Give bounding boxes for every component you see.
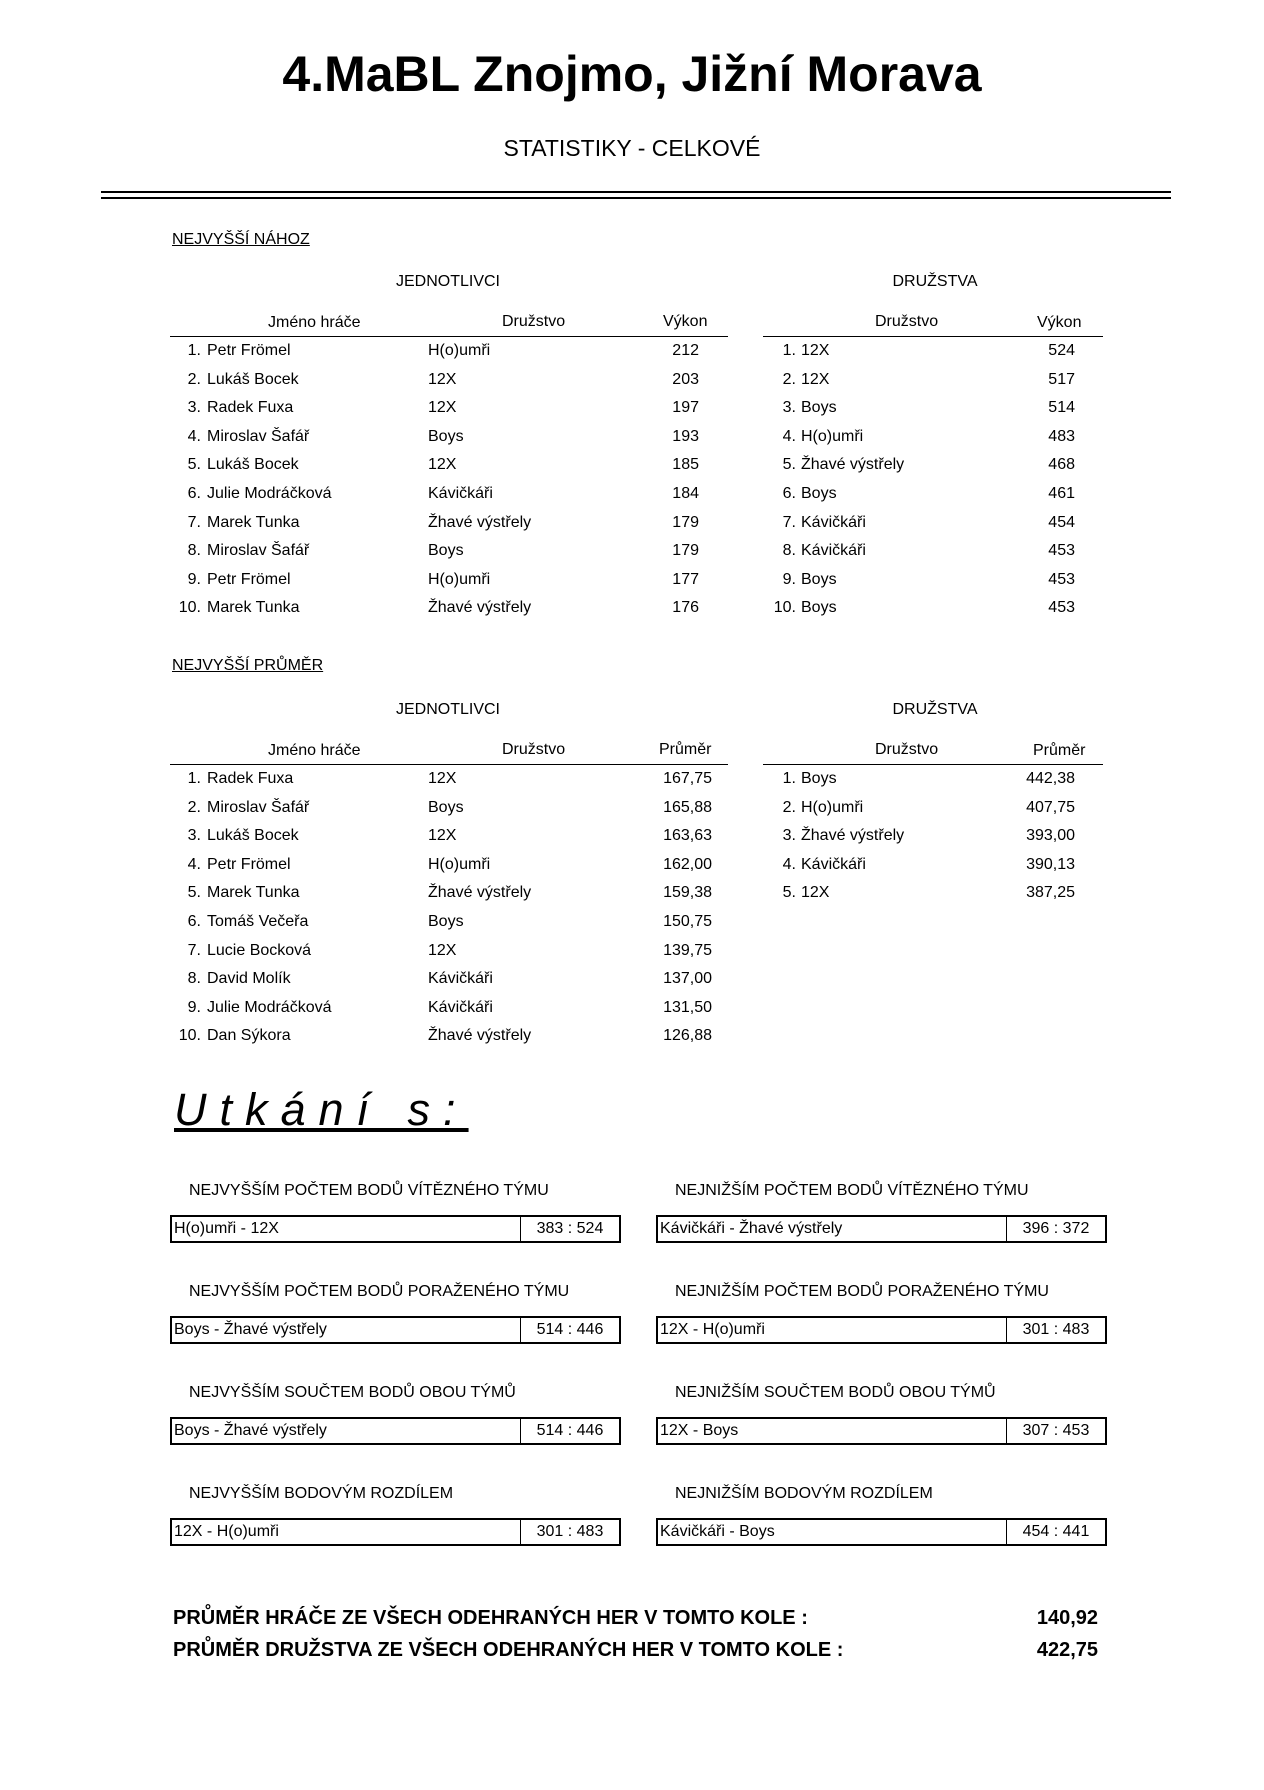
player-name: Marek Tunka: [207, 884, 300, 902]
team-average-value: 422,75: [1036, 1639, 1098, 1661]
record-teams: 12X - Boys: [660, 1422, 739, 1439]
row-value: 461: [1048, 485, 1075, 502]
record-box: [170, 1316, 621, 1344]
record-label: NEJVYŠŠÍM POČTEM BODŮ PORAŽENÉHO TÝMU: [189, 1283, 570, 1300]
record-box: [656, 1417, 1107, 1445]
row-rank: 1.: [187, 770, 201, 787]
row-rank: 6.: [187, 485, 201, 502]
row-value: 159,38: [663, 884, 712, 902]
team-name: Žhavé výstřely: [428, 599, 532, 617]
row-rank: 10.: [773, 599, 796, 617]
row-rank: 2.: [782, 798, 796, 816]
player-name: Lukáš Bocek: [207, 370, 299, 388]
team-name: 12X: [428, 827, 457, 845]
record-teams: 12X - H(o)umři: [174, 1523, 279, 1540]
record-label: NEJNIŽŠÍM POČTEM BODŮ PORAŽENÉHO TÝMU: [675, 1283, 1049, 1300]
table-row: [0, 594, 1264, 622]
row-value: 387,25: [1026, 884, 1075, 902]
team-name: Boys: [801, 399, 837, 417]
row-value: 165,88: [663, 798, 712, 816]
table-row: [0, 451, 1264, 479]
player-name: Lukáš Bocek: [207, 456, 299, 474]
team-name: Kávičkáři: [801, 542, 866, 560]
team-name: Boys: [428, 913, 464, 930]
record-score: 301 : 483: [520, 1520, 619, 1544]
team-name: Boys: [428, 798, 464, 816]
record-teams: Boys - Žhavé výstřely: [174, 1422, 327, 1439]
row-rank: 8.: [187, 970, 201, 988]
row-value: 524: [1048, 342, 1075, 359]
team-name: 12X: [801, 342, 830, 359]
player-name: Petr Frömel: [207, 855, 291, 873]
row-rank: 5.: [782, 884, 796, 902]
record-teams: H(o)umři - 12X: [174, 1220, 279, 1237]
player-name: Radek Fuxa: [207, 399, 294, 417]
table-row: [0, 337, 1264, 365]
table-row: [0, 480, 1264, 508]
column-header-value: Výkon: [1037, 314, 1082, 331]
row-value: 468: [1048, 456, 1075, 474]
page-subtitle: STATISTIKY - CELKOVÉ: [503, 135, 761, 161]
team-name: Boys: [428, 427, 464, 445]
title-rule-top: [101, 191, 1171, 193]
row-rank: 4.: [782, 855, 796, 873]
row-value: 131,50: [663, 998, 712, 1016]
row-rank: 9.: [187, 570, 201, 588]
table-row: [0, 1022, 1264, 1050]
player-name: Petr Frömel: [207, 570, 291, 588]
row-rank: 5.: [187, 884, 201, 902]
row-value: 193: [672, 427, 699, 445]
table-row: [0, 879, 1264, 907]
column-header-team: Družstvo: [875, 741, 939, 758]
team-name: 12X: [801, 884, 830, 902]
row-rank: 7.: [782, 513, 796, 531]
row-value: 203: [672, 370, 699, 388]
group-title-individuals: JEDNOTLIVCI: [395, 273, 500, 290]
row-rank: 4.: [187, 427, 201, 445]
player-average-label: PRŮMĚR HRÁČE ZE VŠECH ODEHRANÝCH HER V TOMTO KOLE :: [173, 1607, 808, 1629]
row-value: 177: [672, 570, 699, 588]
team-name: Kávičkáři: [428, 485, 493, 502]
row-rank: 8.: [187, 542, 201, 560]
row-rank: 9.: [187, 998, 201, 1016]
row-rank: 9.: [782, 570, 796, 588]
team-average-label: PRŮMĚR DRUŽSTVA ZE VŠECH ODEHRANÝCH HER V TOMTO KOLE :: [173, 1639, 844, 1661]
table-row: [0, 937, 1264, 965]
matches-title: Utkání s:: [174, 1084, 469, 1135]
column-header-team: Družstvo: [502, 313, 566, 330]
team-name: 12X: [428, 941, 457, 959]
row-rank: 4.: [782, 427, 796, 445]
team-name: H(o)umři: [428, 570, 491, 588]
row-rank: 5.: [782, 456, 796, 474]
record-teams: Kávičkáři - Žhavé výstřely: [660, 1220, 843, 1237]
record-score: 307 : 453: [1006, 1419, 1105, 1443]
row-rank: 10.: [178, 599, 201, 617]
row-rank: 2.: [782, 370, 796, 388]
row-value: 139,75: [663, 941, 712, 959]
row-value: 517: [1048, 370, 1075, 388]
player-average-value: 140,92: [1036, 1607, 1098, 1629]
record-score: 396 : 372: [1006, 1217, 1105, 1241]
player-name: Lucie Bocková: [207, 941, 312, 959]
column-header-value: Výkon: [663, 313, 708, 330]
group-title-teams: DRUŽSTVA: [892, 701, 978, 718]
team-name: 12X: [801, 370, 830, 388]
player-name: Julie Modráčková: [207, 998, 332, 1016]
player-name: David Molík: [207, 970, 291, 988]
table-row: [0, 537, 1264, 565]
table-row: [0, 566, 1264, 594]
player-name: Miroslav Šafář: [207, 542, 310, 560]
group-title-individuals: JEDNOTLIVCI: [395, 701, 500, 718]
record-score: 454 : 441: [1006, 1520, 1105, 1544]
row-rank: 4.: [187, 855, 201, 873]
team-name: 12X: [428, 456, 457, 474]
row-rank: 8.: [782, 542, 796, 560]
row-value: 179: [672, 542, 699, 560]
player-name: Julie Modráčková: [207, 485, 332, 502]
row-value: 179: [672, 513, 699, 531]
record-label: NEJNIŽŠÍM POČTEM BODŮ VÍTĚZNÉHO TÝMU: [675, 1182, 1029, 1199]
team-name: Žhavé výstřely: [428, 884, 532, 902]
team-name: Kávičkáři: [428, 970, 493, 988]
table-row: [0, 965, 1264, 993]
row-rank: 1.: [782, 342, 796, 359]
team-name: Žhavé výstřely: [801, 456, 905, 474]
record-score: 514 : 446: [520, 1318, 619, 1342]
player-name: Tomáš Večeřa: [207, 913, 309, 930]
column-header-team: Družstvo: [875, 313, 939, 330]
record-label: NEJNIŽŠÍM SOUČTEM BODŮ OBOU TÝMŮ: [675, 1384, 996, 1401]
table-row: [0, 851, 1264, 879]
row-value: 453: [1048, 599, 1075, 617]
player-name: Radek Fuxa: [207, 770, 294, 787]
player-name: Petr Frömel: [207, 342, 291, 359]
row-value: 137,00: [663, 970, 712, 988]
team-name: Boys: [801, 485, 837, 502]
player-name: Dan Sýkora: [207, 1027, 291, 1045]
row-value: 167,75: [663, 770, 712, 787]
section-title-highest-throw: NEJVYŠŠÍ NÁHOZ: [172, 231, 310, 248]
record-box: [656, 1518, 1107, 1546]
player-name: Marek Tunka: [207, 513, 300, 531]
column-header-team: Družstvo: [502, 741, 566, 758]
row-value: 393,00: [1026, 827, 1075, 845]
row-value: 184: [672, 485, 699, 502]
team-name: H(o)umři: [801, 427, 864, 445]
row-value: 453: [1048, 542, 1075, 560]
player-name: Miroslav Šafář: [207, 427, 310, 445]
record-label: NEJVYŠŠÍM BODOVÝM ROZDÍLEM: [189, 1485, 454, 1502]
page-title: 4.MaBL Znojmo, Jižní Morava: [282, 46, 982, 102]
team-name: Boys: [801, 570, 837, 588]
column-header-value: Průměr: [659, 741, 712, 758]
row-rank: 5.: [187, 456, 201, 474]
row-value: 150,75: [663, 913, 712, 930]
team-name: Kávičkáři: [801, 855, 866, 873]
record-box: [656, 1316, 1107, 1344]
team-name: Žhavé výstřely: [428, 1027, 532, 1045]
row-rank: 10.: [178, 1027, 201, 1045]
record-box: [170, 1518, 621, 1546]
row-value: 454: [1048, 513, 1075, 531]
record-score: 301 : 483: [1006, 1318, 1105, 1342]
record-box: [656, 1215, 1107, 1243]
team-name: Žhavé výstřely: [428, 513, 532, 531]
row-rank: 2.: [187, 370, 201, 388]
player-name: Marek Tunka: [207, 599, 300, 617]
player-name: Miroslav Šafář: [207, 798, 310, 816]
column-header-name: Jméno hráče: [268, 314, 361, 331]
team-name: Boys: [801, 770, 837, 787]
row-value: 163,63: [663, 827, 712, 845]
row-rank: 3.: [782, 399, 796, 417]
table-row: [0, 908, 1264, 936]
row-rank: 3.: [187, 827, 201, 845]
table-row: [0, 509, 1264, 537]
row-rank: 2.: [187, 798, 201, 816]
row-rank: 3.: [187, 399, 201, 417]
row-value: 185: [672, 456, 699, 474]
table-row: [0, 366, 1264, 394]
row-rank: 1.: [782, 770, 796, 787]
table-row: [0, 822, 1264, 850]
record-teams: Boys - Žhavé výstřely: [174, 1321, 327, 1338]
team-name: H(o)umři: [428, 342, 491, 359]
record-score: 383 : 524: [520, 1217, 619, 1241]
table-row: [0, 794, 1264, 822]
table-row: [0, 423, 1264, 451]
row-value: 162,00: [663, 855, 712, 873]
row-rank: 6.: [782, 485, 796, 502]
record-teams: 12X - H(o)umři: [660, 1321, 765, 1338]
player-name: Lukáš Bocek: [207, 827, 299, 845]
title-rule-bottom: [101, 197, 1171, 199]
row-value: 407,75: [1026, 798, 1075, 816]
team-name: Kávičkáři: [428, 998, 493, 1016]
row-value: 126,88: [663, 1027, 712, 1045]
row-value: 212: [672, 342, 699, 359]
team-name: Boys: [801, 599, 837, 617]
record-teams: Kávičkáři - Boys: [660, 1523, 775, 1540]
team-name: H(o)umři: [801, 798, 864, 816]
team-name: H(o)umři: [428, 855, 491, 873]
table-row: [0, 394, 1264, 422]
row-rank: 3.: [782, 827, 796, 845]
group-title-teams: DRUŽSTVA: [892, 273, 978, 290]
row-value: 483: [1048, 427, 1075, 445]
team-name: Kávičkáři: [801, 513, 866, 531]
row-value: 390,13: [1026, 855, 1075, 873]
row-value: 453: [1048, 570, 1075, 588]
team-name: 12X: [428, 399, 457, 417]
section-title-highest-average: NEJVYŠŠÍ PRŮMĚR: [172, 657, 324, 674]
record-box: [170, 1215, 621, 1243]
record-label: NEJVYŠŠÍM SOUČTEM BODŮ OBOU TÝMŮ: [189, 1384, 516, 1401]
row-rank: 1.: [187, 342, 201, 359]
column-header-name: Jméno hráče: [268, 742, 361, 759]
table-row: [0, 994, 1264, 1022]
row-rank: 6.: [187, 913, 201, 930]
record-label: NEJVYŠŠÍM POČTEM BODŮ VÍTĚZNÉHO TÝMU: [189, 1182, 549, 1199]
team-name: Žhavé výstřely: [801, 827, 905, 845]
record-label: NEJNIŽŠÍM BODOVÝM ROZDÍLEM: [675, 1485, 933, 1502]
row-rank: 7.: [187, 513, 201, 531]
team-name: 12X: [428, 770, 457, 787]
record-score: 514 : 446: [520, 1419, 619, 1443]
column-header-value: Průměr: [1033, 742, 1086, 759]
team-name: Boys: [428, 542, 464, 560]
team-name: 12X: [428, 370, 457, 388]
row-value: 442,38: [1026, 770, 1075, 787]
row-rank: 7.: [187, 941, 201, 959]
row-value: 197: [672, 399, 699, 417]
record-box: [170, 1417, 621, 1445]
table-row: [0, 765, 1264, 793]
row-value: 176: [672, 599, 699, 617]
row-value: 514: [1048, 399, 1075, 417]
